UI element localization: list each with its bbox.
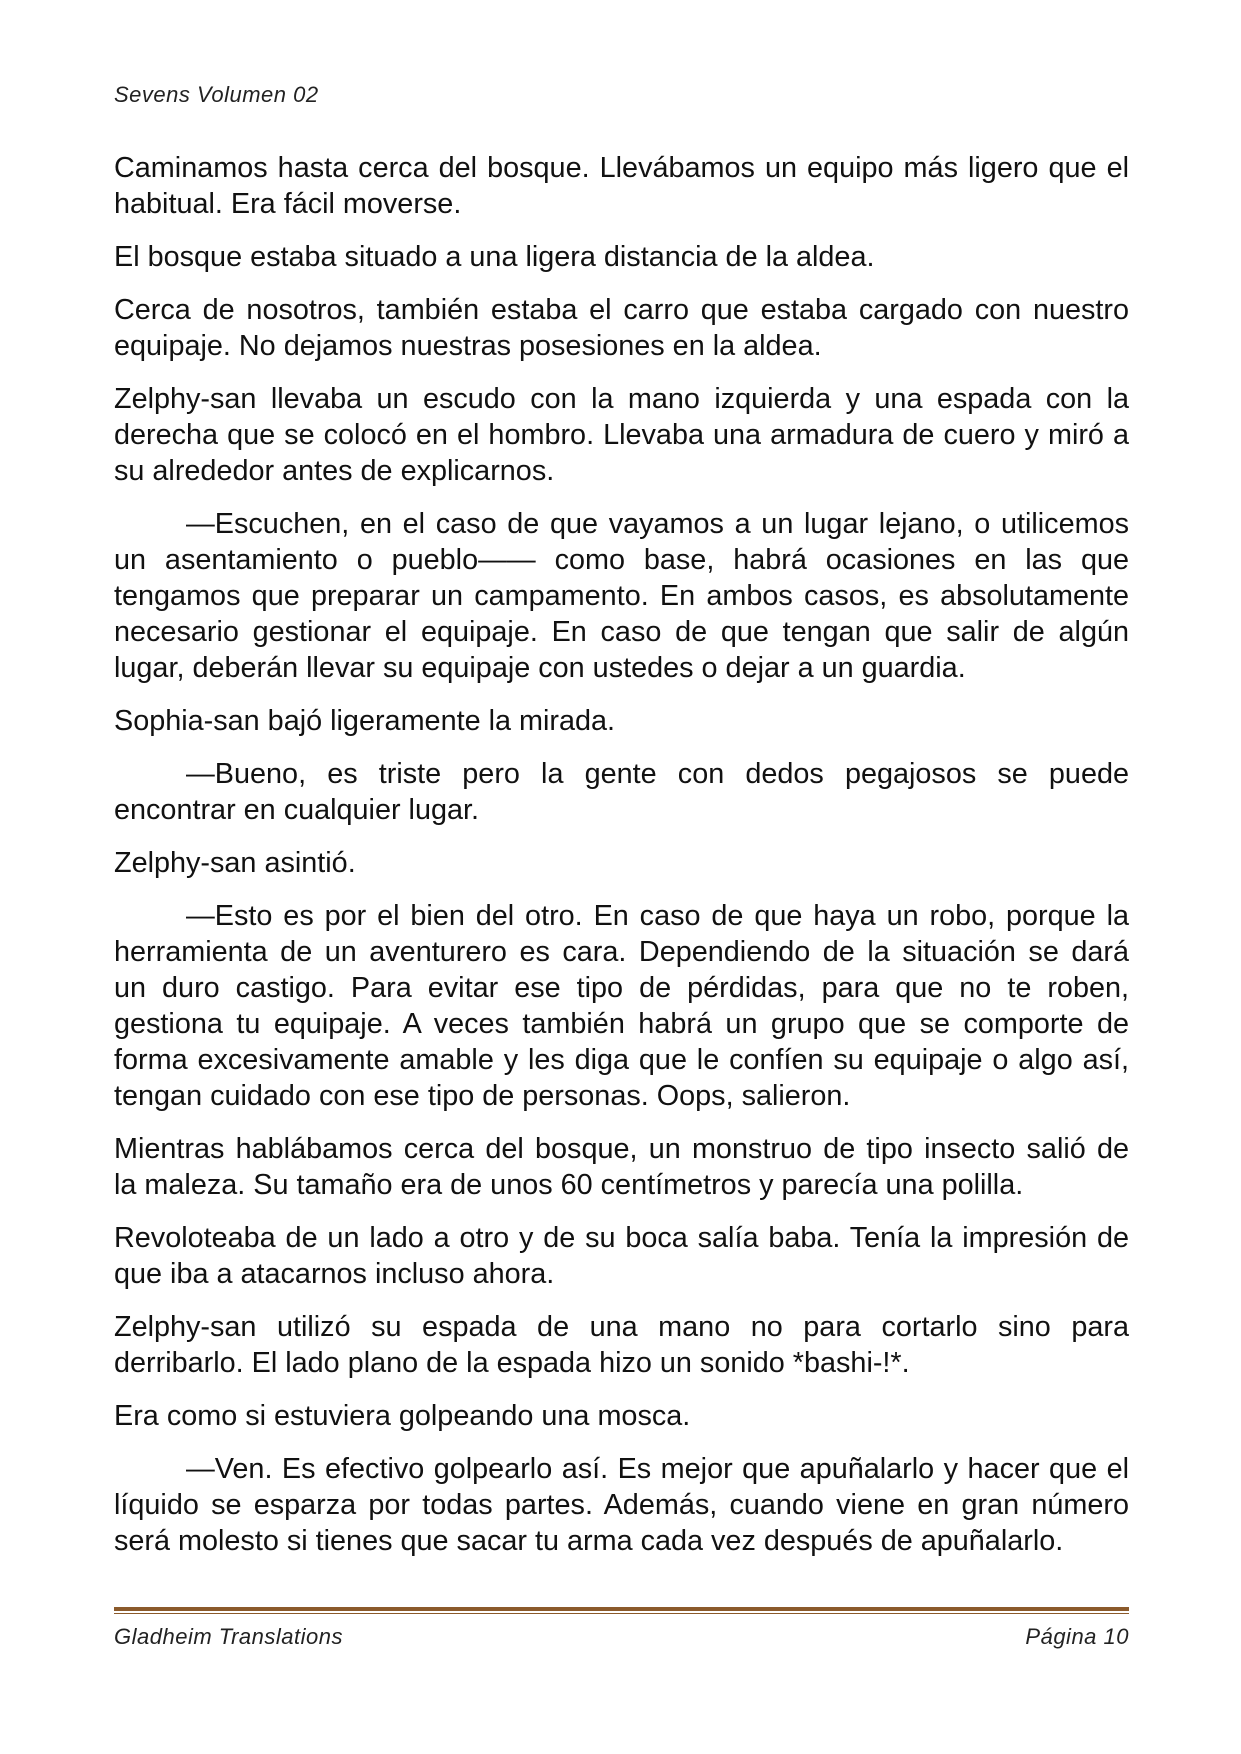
text-line: El bosque estaba situado a una ligera distancia de la aldea.	[114, 241, 875, 273]
paragraph	[114, 1398, 1129, 1434]
paragraph	[114, 381, 1129, 489]
dialogue-paragraph	[114, 756, 1129, 828]
text-line: forma excesivamente amable y les diga que le confíen su equipaje o algo así,	[114, 1044, 1129, 1076]
text-line: tengan cuidado con ese tipo de personas. Oops, salieron.	[114, 1080, 851, 1112]
text-line: Sophia-san bajó ligeramente la mirada.	[114, 705, 616, 737]
dialogue-paragraph	[114, 1451, 1129, 1559]
paragraph	[114, 703, 1129, 739]
text-line: Mientras hablábamos cerca del bosque, un monstruo de tipo insecto salió de	[114, 1133, 1129, 1165]
text-line: habitual. Era fácil moverse.	[114, 188, 462, 220]
text-line: que iba a atacarnos incluso ahora.	[114, 1258, 555, 1290]
text-line: tengamos que preparar un campamento. En ambos casos, es absolutamente	[114, 580, 1129, 612]
paragraph	[114, 150, 1129, 222]
text-line: Era como si estuviera golpeando una mosca.	[114, 1400, 691, 1432]
running-header: Sevens Volumen 02	[114, 82, 319, 107]
paragraph	[114, 239, 1129, 275]
paragraph	[114, 845, 1129, 881]
paragraph	[114, 1131, 1129, 1203]
text-line: Zelphy-san asintió.	[114, 847, 356, 879]
dialogue-paragraph	[114, 898, 1129, 1114]
text-line: líquido se esparza por todas partes. Además, cuando viene en gran número	[114, 1489, 1129, 1521]
text-line: la maleza. Su tamaño era de unos 60 centímetros y parecía una polilla.	[114, 1169, 1024, 1201]
footer-publisher: Gladheim Translations	[114, 1624, 343, 1649]
text-line: equipaje. No dejamos nuestras posesiones en la aldea.	[114, 330, 822, 362]
text-line: Zelphy-san utilizó su espada de una mano no para cortarlo sino para	[114, 1311, 1129, 1343]
text-line: Cerca de nosotros, también estaba el carro que estaba cargado con nuestro	[114, 294, 1129, 326]
text-line: un duro castigo. Para evitar ese tipo de pérdidas, para que no te roben,	[114, 972, 1129, 1004]
text-line: —Bueno, es triste pero la gente con dedos pegajosos se puede	[186, 758, 1129, 790]
paragraph	[114, 1309, 1129, 1381]
page-number: Página 10	[1025, 1624, 1129, 1649]
text-line: —Ven. Es efectivo golpearlo así. Es mejor que apuñalarlo y hacer que el	[186, 1453, 1129, 1485]
text-line: necesario gestionar el equipaje. En caso de que tengan que salir de algún	[114, 616, 1129, 648]
text-line: encontrar en cualquier lugar.	[114, 794, 479, 826]
text-line: lugar, deberán llevar su equipaje con ustedes o dejar a un guardia.	[114, 652, 966, 684]
text-line: derecha que se colocó en el hombro. Llevaba una armadura de cuero y miró a	[114, 419, 1129, 451]
text-line: gestiona tu equipaje. A veces también habrá un grupo que se comporte de	[114, 1008, 1129, 1040]
text-line: Zelphy-san llevaba un escudo con la mano izquierda y una espada con la	[114, 383, 1129, 415]
text-line: derribarlo. El lado plano de la espada hizo un sonido *bashi-!*.	[114, 1347, 910, 1379]
text-line: Revoloteaba de un lado a otro y de su boca salía baba. Tenía la impresión de	[114, 1222, 1129, 1254]
footer-divider	[114, 1607, 1129, 1614]
text-line: será molesto si tienes que sacar tu arma cada vez después de apuñalarlo.	[114, 1525, 1064, 1557]
text-line: Caminamos hasta cerca del bosque. Llevábamos un equipo más ligero que el	[114, 152, 1129, 184]
paragraph	[114, 292, 1129, 364]
text-line: —Escuchen, en el caso de que vayamos a un lugar lejano, o utilicemos	[186, 508, 1129, 540]
dialogue-paragraph	[114, 506, 1129, 686]
text-line: su alrededor antes de explicarnos.	[114, 455, 555, 487]
text-line: —Esto es por el bien del otro. En caso de que haya un robo, porque la	[186, 900, 1129, 932]
paragraph	[114, 1220, 1129, 1292]
text-line: un asentamiento o pueblo—— como base, habrá ocasiones en las que	[114, 544, 1129, 576]
text-line: herramienta de un aventurero es cara. Dependiendo de la situación se dará	[114, 936, 1129, 968]
body-text	[114, 150, 1129, 1576]
